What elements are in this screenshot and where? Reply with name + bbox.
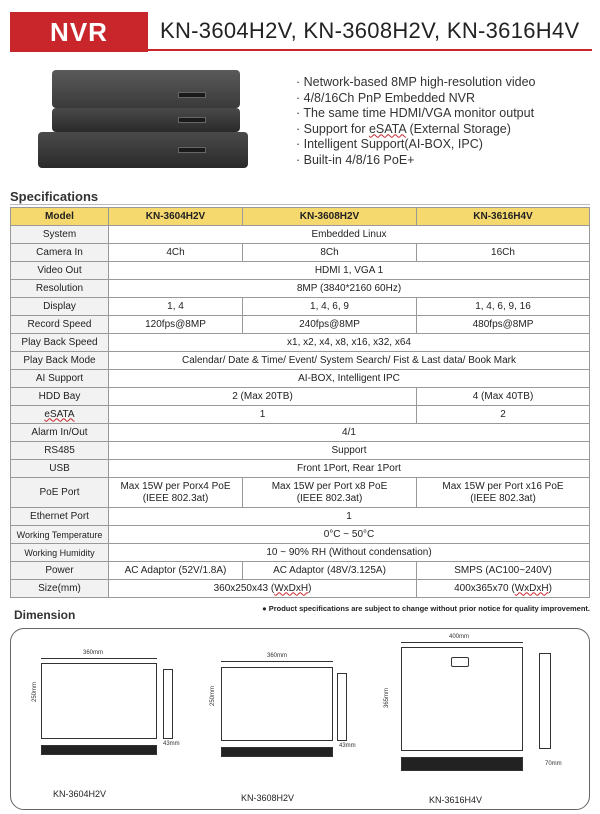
header-kn3604: KN-3604H2V bbox=[109, 208, 243, 226]
table-row: PoE Port Max 15W per Porx4 PoE (IEEE 802.3at) Max 15W per Port x8 PoE (IEEE 802.3at) Max 15W per Port x16 PoE (IEEE 802.3at) bbox=[11, 478, 590, 508]
table-row: System Embedded Linux bbox=[11, 226, 590, 244]
table-row: Resolution 8MP (3840*2160 60Hz) bbox=[11, 280, 590, 298]
product-section bbox=[30, 60, 570, 170]
table-row: USB Front 1Port, Rear 1Port bbox=[11, 460, 590, 478]
dimension-title: Dimension bbox=[14, 608, 76, 622]
table-row: Working Temperature 0°C ~ 50°C bbox=[11, 526, 590, 544]
table-row: eSATA 1 2 bbox=[11, 406, 590, 424]
feature-item: · Support for eSATA (External Storage) bbox=[296, 121, 511, 136]
feature-item: · Intelligent Support(AI-BOX, IPC) bbox=[296, 137, 483, 151]
specifications-title: Specifications bbox=[10, 189, 99, 204]
table-row: Play Back Mode Calendar/ Date & Time/ Event/ System Search/ Fist & Last data/ Book Mark bbox=[11, 352, 590, 370]
feature-list bbox=[296, 75, 535, 168]
table-row: Alarm In/Out 4/1 bbox=[11, 424, 590, 442]
table-row: Display 1, 4 1, 4, 6, 9 1, 4, 6, 9, 16 bbox=[11, 298, 590, 316]
table-row: Record Speed 120fps@8MP 240fps@8MP 480fps@8MP bbox=[11, 316, 590, 334]
nvr-badge: NVR bbox=[10, 12, 148, 52]
specifications-divider bbox=[10, 204, 590, 205]
feature-item: · Built-in 4/8/16 PoE+ bbox=[296, 152, 415, 167]
table-row: Video Out HDMI 1, VGA 1 bbox=[11, 262, 590, 280]
table-header-row bbox=[11, 208, 590, 226]
page-title: KN-3604H2V, KN-3608H2V, KN-3616H4V bbox=[160, 18, 580, 43]
header-kn3616: KN-3616H4V bbox=[417, 208, 590, 226]
header-model: Model bbox=[11, 208, 109, 226]
table-row: AI Support AI-BOX, Intelligent IPC bbox=[11, 370, 590, 388]
table-row: Power AC Adaptor (52V/1.8A) AC Adaptor (48V/3.125A) SMPS (AC100~240V) bbox=[11, 562, 590, 580]
dimension-panel: 360mm 250mm 43mm KN-3604H2V 360mm 250mm 43mm KN-3608H2V 400mm 365mm 70mm KN-3616H4V bbox=[10, 628, 590, 810]
disclaimer-note: ● Product specifications are subject to change without prior notice for quality improvement. bbox=[262, 604, 590, 613]
header-kn3608: KN-3608H2V bbox=[243, 208, 417, 226]
table-row: HDD Bay 2 (Max 20TB) 4 (Max 40TB) bbox=[11, 388, 590, 406]
table-row: Size(mm) 360x250x43 (WxDxH) 400x365x70 (WxDxH) bbox=[11, 580, 590, 598]
feature-item: · 4/8/16Ch PnP Embedded NVR bbox=[296, 90, 476, 105]
table-row: RS485 Support bbox=[11, 442, 590, 460]
table-row: Camera In 4Ch 8Ch 16Ch bbox=[11, 244, 590, 262]
table-row: Working Humidity 10 ~ 90% RH (Without condensation) bbox=[11, 544, 590, 562]
feature-item: · The same time HDMI/VGA monitor output bbox=[296, 106, 535, 120]
feature-item: · Network-based 8MP high-resolution video bbox=[296, 75, 536, 89]
specifications-table bbox=[10, 207, 590, 598]
header-divider bbox=[148, 49, 592, 51]
table-row: Play Back Speed x1, x2, x4, x8, x16, x32, x64 bbox=[11, 334, 590, 352]
header bbox=[0, 0, 600, 56]
table-row: Ethernet Port 1 bbox=[11, 508, 590, 526]
